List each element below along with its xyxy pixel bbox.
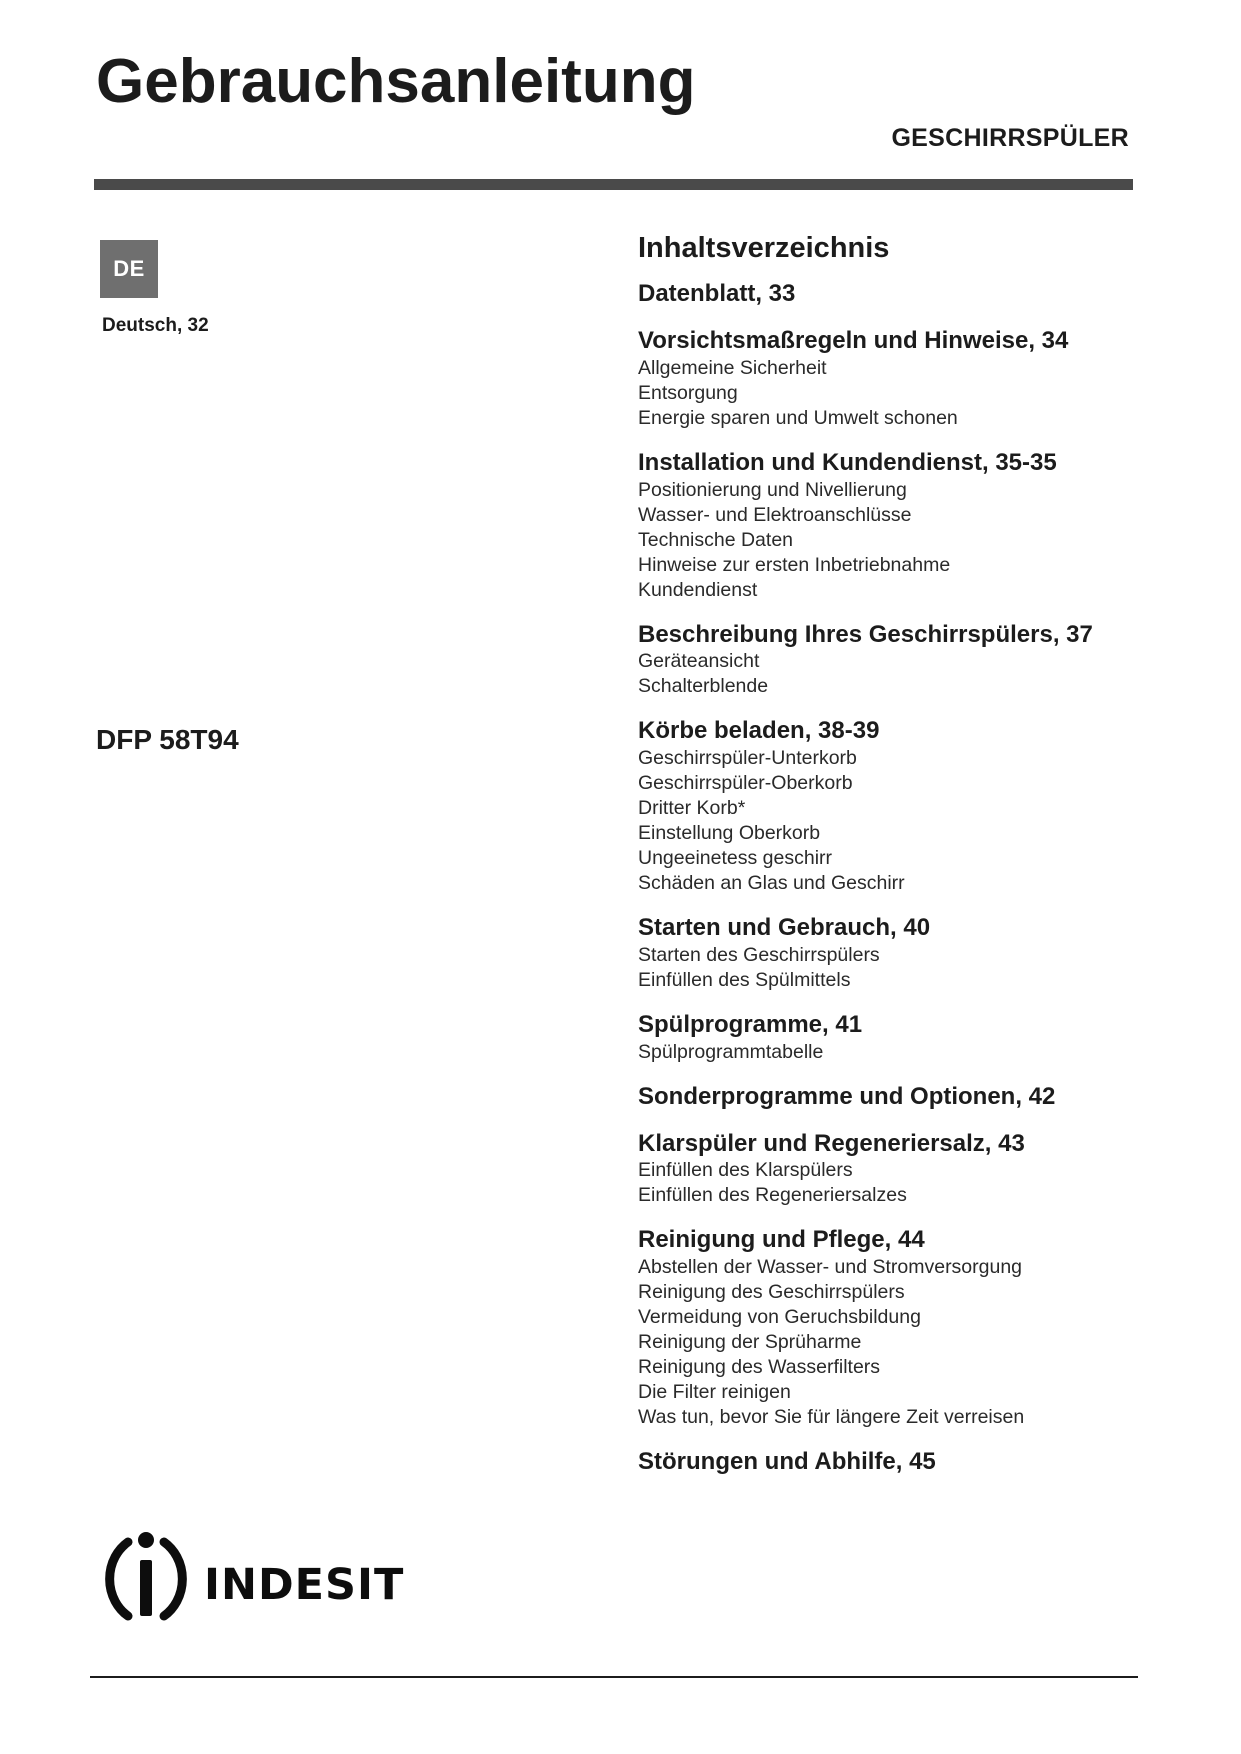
toc-section [638, 280, 1198, 309]
product-type: GESCHIRRSPÜLER [891, 124, 1129, 152]
toc-section-title[interactable]: Datenblatt, 33 [638, 280, 796, 308]
toc-subitem[interactable]: Geschirrspüler-Unterkorb [638, 747, 857, 770]
footer-divider [90, 1676, 1138, 1678]
toc-section [638, 717, 1198, 896]
toc-section-title[interactable]: Spülprogramme, 41 [638, 1011, 863, 1039]
toc-subitem[interactable]: Spülprogrammtabelle [638, 1040, 824, 1063]
indesit-logo-icon [98, 1528, 194, 1628]
header-divider [94, 179, 1133, 190]
toc-sections [638, 280, 1198, 1477]
toc-section [638, 1011, 1198, 1065]
language-badge: DE [100, 240, 158, 298]
toc-subitem[interactable]: Reinigung des Wasserfilters [638, 1356, 881, 1379]
toc-subitem[interactable]: Schalterblende [638, 675, 769, 698]
page-title: Gebrauchsanleitung [96, 47, 696, 116]
toc-section [638, 449, 1198, 603]
toc-subitem[interactable]: Dritter Korb* [638, 797, 746, 820]
toc-section-title[interactable]: Körbe beladen, 38-39 [638, 717, 880, 745]
toc-section-title[interactable]: Reinigung und Pflege, 44 [638, 1226, 925, 1254]
toc-subitem[interactable]: Einfüllen des Spülmittels [638, 969, 851, 992]
toc-section [638, 1448, 1198, 1477]
toc-subitem[interactable]: Einfüllen des Regeneriersalzes [638, 1184, 907, 1207]
toc-section [638, 621, 1198, 700]
toc-subitem[interactable]: Schäden an Glas und Geschirr [638, 872, 905, 895]
toc-subitem[interactable]: Einfüllen des Klarspülers [638, 1159, 853, 1182]
brand-logo [98, 1528, 404, 1628]
table-of-contents [638, 230, 1198, 1495]
toc-subitem[interactable]: Einstellung Oberkorb [638, 822, 821, 845]
toc-section-title[interactable]: Klarspüler und Regeneriersalz, 43 [638, 1129, 1025, 1157]
toc-section-title[interactable]: Störungen und Abhilfe, 45 [638, 1448, 936, 1476]
toc-subitem[interactable]: Entsorgung [638, 381, 738, 404]
toc-heading: Inhaltsverzeichnis [638, 232, 890, 264]
toc-section [638, 327, 1198, 431]
toc-subitem[interactable]: Ungeeinetess geschirr [638, 847, 833, 870]
toc-subitem[interactable]: Starten des Geschirrspülers [638, 944, 880, 967]
toc-section [638, 914, 1198, 993]
language-link[interactable]: Deutsch, 32 [102, 315, 209, 336]
toc-subitem[interactable]: Abstellen der Wasser- und Stromversorgung [638, 1256, 1023, 1279]
toc-section-title[interactable]: Installation und Kundendienst, 35-35 [638, 448, 1057, 476]
toc-section [638, 1130, 1198, 1209]
toc-section-title[interactable]: Vorsichtsmaßregeln und Hinweise, 34 [638, 327, 1069, 355]
toc-subitem[interactable]: Kundendienst [638, 578, 758, 601]
toc-subitem[interactable]: Vermeidung von Geruchsbildung [638, 1306, 921, 1329]
toc-subitem[interactable]: Reinigung des Geschirrspülers [638, 1281, 905, 1304]
toc-section-title[interactable]: Sonderprogramme und Optionen, 42 [638, 1082, 1056, 1110]
toc-subitem[interactable]: Reinigung der Sprüharme [638, 1331, 862, 1354]
toc-section [638, 1226, 1198, 1430]
toc-subitem[interactable]: Wasser- und Elektroanschlüsse [638, 503, 912, 526]
toc-subitem[interactable]: Hinweise zur ersten Inbetriebnahme [638, 553, 951, 576]
toc-subitem[interactable]: Technische Daten [638, 528, 794, 551]
toc-subitem[interactable]: Allgemeine Sicherheit [638, 356, 827, 379]
brand-name: indesit [204, 1541, 405, 1614]
toc-subitem[interactable]: Geräteansicht [638, 650, 760, 673]
model-number: DFP 58T94 [96, 724, 239, 755]
toc-section-title[interactable]: Starten und Gebrauch, 40 [638, 914, 931, 942]
toc-subitem[interactable]: Geschirrspüler-Oberkorb [638, 772, 853, 795]
toc-subitem[interactable]: Positionierung und Nivellierung [638, 478, 907, 501]
toc-section-title[interactable]: Beschreibung Ihres Geschirrspülers, 37 [638, 620, 1093, 648]
toc-section [638, 1083, 1198, 1112]
toc-subitem[interactable]: Was tun, bevor Sie für längere Zeit verreisen [638, 1406, 1025, 1429]
toc-subitem[interactable]: Energie sparen und Umwelt schonen [638, 406, 958, 429]
toc-subitem[interactable]: Die Filter reinigen [638, 1381, 791, 1404]
